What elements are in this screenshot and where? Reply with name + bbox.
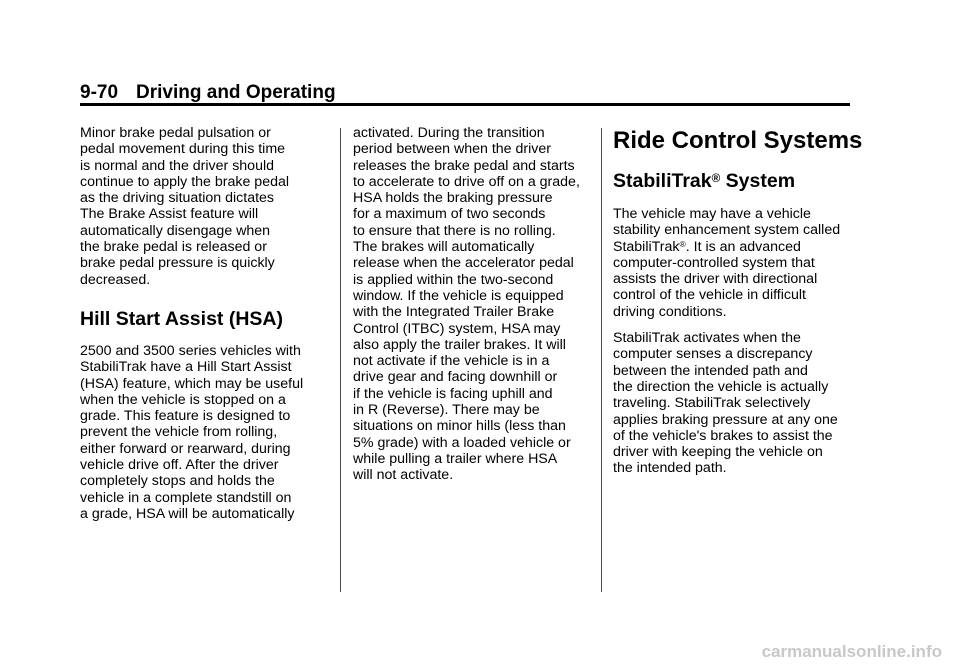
text-line: situations on minor hills (less than bbox=[353, 418, 566, 435]
text-line: window. If the vehicle is equipped bbox=[353, 287, 564, 304]
text-line: automatically disengage when bbox=[80, 222, 271, 239]
hsa-paragraph bbox=[80, 343, 330, 522]
text-line: (HSA) feature, which may be useful bbox=[80, 375, 304, 392]
text-line: 5% grade) with a loaded vehicle or bbox=[353, 434, 571, 451]
column-3 bbox=[613, 128, 863, 477]
ride-control-heading: Ride Control Systems bbox=[613, 127, 863, 154]
stabilitrak-heading-text: StabiliTrak bbox=[613, 170, 712, 192]
text-fragment: StabiliTrak bbox=[613, 238, 680, 255]
brake-assist-paragraph bbox=[80, 125, 330, 288]
text-line: between the intended path and bbox=[613, 362, 808, 379]
watermark: carmanualsonline.info bbox=[761, 642, 942, 661]
stabilitrak-heading-suffix: System bbox=[720, 170, 796, 192]
text-line: activated. During the transition bbox=[353, 125, 545, 141]
text-line: Minor brake pedal pulsation or bbox=[80, 125, 271, 141]
header-rule bbox=[80, 103, 850, 106]
text-line: The vehicle may have a vehicle bbox=[613, 206, 811, 222]
text-line: HSA holds the braking pressure bbox=[353, 190, 553, 207]
text-line: to accelerate to drive off on a grade, bbox=[353, 173, 580, 190]
text-line: also apply the trailer brakes. It will bbox=[353, 336, 566, 353]
text-line: with the Integrated Trailer Brake bbox=[353, 304, 555, 321]
text-line: continue to apply the brake pedal bbox=[80, 173, 290, 190]
hsa-continued-paragraph bbox=[353, 125, 585, 484]
text-line: stability enhancement system called bbox=[613, 222, 841, 239]
column-divider bbox=[601, 128, 602, 592]
text-line: pedal movement during this time bbox=[80, 141, 286, 158]
text-line: driver with keeping the vehicle on bbox=[613, 444, 823, 461]
text-line: applies braking pressure at any one bbox=[613, 411, 838, 428]
text-line: period between when the driver bbox=[353, 141, 551, 158]
text-line: releases the brake pedal and starts bbox=[353, 157, 575, 174]
text-line: decreased. bbox=[80, 271, 151, 288]
text-line: brake pedal pressure is quickly bbox=[80, 255, 275, 272]
text-line: if the vehicle is facing uphill and bbox=[353, 385, 553, 402]
text-line: Control (ITBC) system, HSA may bbox=[353, 320, 561, 337]
column-divider bbox=[340, 128, 341, 592]
page-header bbox=[80, 82, 336, 104]
text-line: The brakes will automatically bbox=[353, 239, 535, 256]
text-line: will not activate. bbox=[353, 467, 454, 484]
text-line: of the vehicle's brakes to assist the bbox=[613, 427, 833, 444]
column-1 bbox=[80, 125, 330, 522]
registered-mark: ® bbox=[711, 171, 721, 185]
text-line: as the driving situation dictates bbox=[80, 190, 275, 207]
text-line: vehicle drive off. After the driver bbox=[80, 457, 279, 474]
stabilitrak-intro-paragraph bbox=[613, 206, 863, 320]
text-line: computer-controlled system that bbox=[613, 254, 815, 271]
text-line: the direction the vehicle is actually bbox=[613, 378, 829, 395]
text-line: traveling. StabiliTrak selectively bbox=[613, 395, 811, 412]
registered-mark: ® bbox=[679, 238, 686, 249]
text-line: in R (Reverse). There may be bbox=[353, 402, 540, 419]
text-line: assists the driver with directional bbox=[613, 271, 818, 288]
hsa-heading: Hill Start Assist (HSA) bbox=[80, 307, 283, 330]
stabilitrak-activation-paragraph bbox=[613, 330, 863, 477]
text-line: the intended path. bbox=[613, 460, 727, 477]
text-line: grade. This feature is designed to bbox=[80, 408, 291, 425]
text-line: driving conditions. bbox=[613, 303, 727, 320]
page-number: 9-70 bbox=[80, 82, 119, 103]
text-line: when the vehicle is stopped on a bbox=[80, 391, 286, 408]
column-2 bbox=[353, 125, 585, 484]
text-line: is applied within the two-second bbox=[353, 271, 554, 288]
text-line: The Brake Assist feature will bbox=[80, 206, 259, 223]
section-title: Driving and Operating bbox=[136, 82, 336, 103]
text-line: StabiliTrak have a Hill Start Assist bbox=[80, 359, 292, 376]
text-line: prevent the vehicle from rolling, bbox=[80, 424, 278, 441]
text-line: a grade, HSA will be automatically bbox=[80, 505, 295, 522]
stabilitrak-heading bbox=[613, 170, 863, 192]
text-line: control of the vehicle in difficult bbox=[613, 287, 806, 304]
text-fragment: . It is an advanced bbox=[685, 238, 801, 255]
text-line: while pulling a trailer where HSA bbox=[353, 450, 558, 467]
text-line: release when the accelerator pedal bbox=[353, 255, 574, 272]
text-line: computer senses a discrepancy bbox=[613, 346, 813, 363]
text-line: not activate if the vehicle is in a bbox=[353, 353, 550, 370]
text-line: for a maximum of two seconds bbox=[353, 206, 546, 223]
text-line: vehicle in a complete standstill on bbox=[80, 489, 292, 506]
text-line: is normal and the driver should bbox=[80, 157, 274, 174]
text-line: drive gear and facing downhill or bbox=[353, 369, 558, 386]
text-line: to ensure that there is no rolling. bbox=[353, 222, 556, 239]
text-line bbox=[613, 239, 863, 255]
text-line: the brake pedal is released or bbox=[80, 239, 267, 256]
text-line: completely stops and holds the bbox=[80, 473, 275, 490]
text-line: StabiliTrak activates when the bbox=[613, 330, 801, 347]
text-line: either forward or rearward, during bbox=[80, 440, 291, 457]
text-line: 2500 and 3500 series vehicles with bbox=[80, 342, 301, 359]
